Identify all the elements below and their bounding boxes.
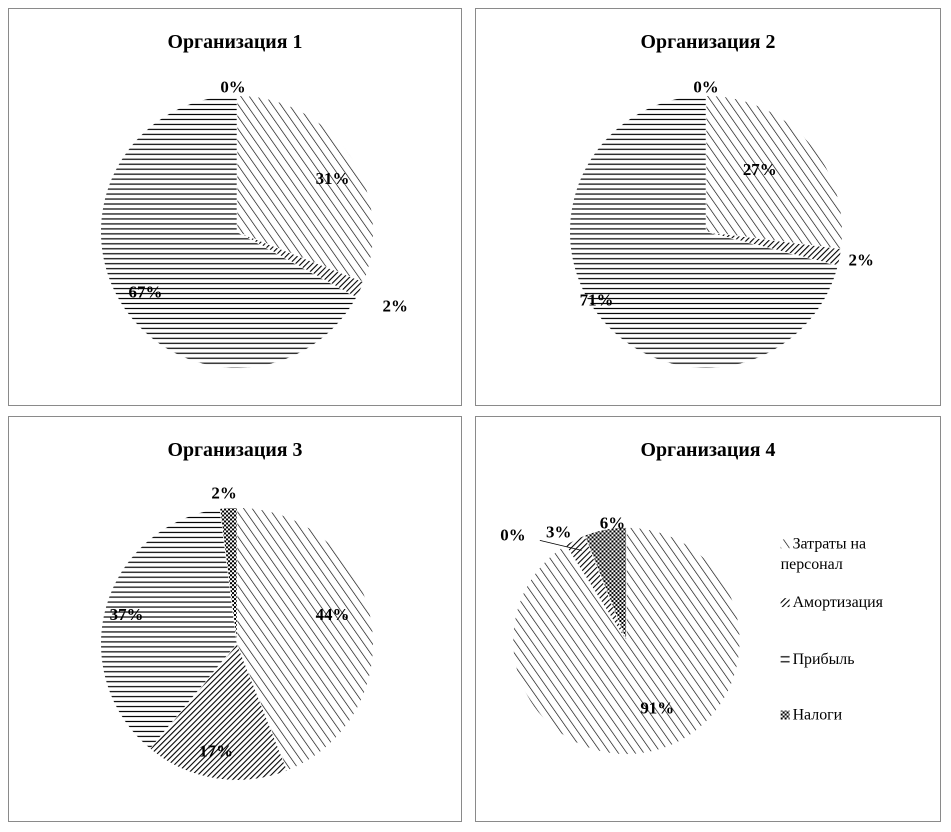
legend-label-amortization: Амортизация xyxy=(792,594,883,612)
chart-panel-3 xyxy=(8,416,462,822)
data-label-amortization: 17% xyxy=(199,741,233,761)
chart-title: Организация 3 xyxy=(167,438,303,461)
pie-chart-2 xyxy=(476,9,940,405)
legend-swatch-personnel xyxy=(781,539,790,548)
chart-panel-4 xyxy=(475,416,941,822)
chart-title: Организация 4 xyxy=(640,438,776,461)
data-label-personnel: 91% xyxy=(640,698,675,718)
legend-swatch-taxes xyxy=(781,711,790,720)
legend-label-profit: Прибыль xyxy=(792,650,855,668)
legend-label-taxes: Налоги xyxy=(792,706,843,724)
data-label-taxes: 2% xyxy=(211,483,237,503)
pie-chart-1 xyxy=(9,9,461,405)
data-label-amortization: 3% xyxy=(546,522,572,542)
chart-title: Организация 1 xyxy=(167,30,303,53)
data-label-profit: 71% xyxy=(579,290,614,310)
data-label-amortization: 2% xyxy=(848,250,874,270)
legend xyxy=(781,535,884,723)
legend-label-personnel: Затраты на персонал xyxy=(780,535,867,574)
chart-panel-2 xyxy=(475,8,941,406)
data-label-personnel: 31% xyxy=(315,169,350,189)
data-label-personnel: 27% xyxy=(742,160,777,180)
data-label-taxes: 0% xyxy=(693,77,719,97)
data-label-profit: 0% xyxy=(500,525,526,545)
pie-chart-4 xyxy=(476,417,940,821)
data-label-amortization: 2% xyxy=(382,296,408,316)
chart-panel-1 xyxy=(8,8,462,406)
data-label-profit: 67% xyxy=(128,282,163,302)
legend-swatch-profit xyxy=(781,655,790,664)
legend-swatch-amortization xyxy=(781,598,790,607)
pie-chart-3 xyxy=(9,417,461,821)
data-label-taxes: 6% xyxy=(599,513,626,533)
chart-title: Организация 2 xyxy=(640,30,776,53)
data-label-personnel: 44% xyxy=(315,604,350,624)
data-label-profit: 37% xyxy=(109,604,144,624)
data-label-taxes: 0% xyxy=(220,77,246,97)
